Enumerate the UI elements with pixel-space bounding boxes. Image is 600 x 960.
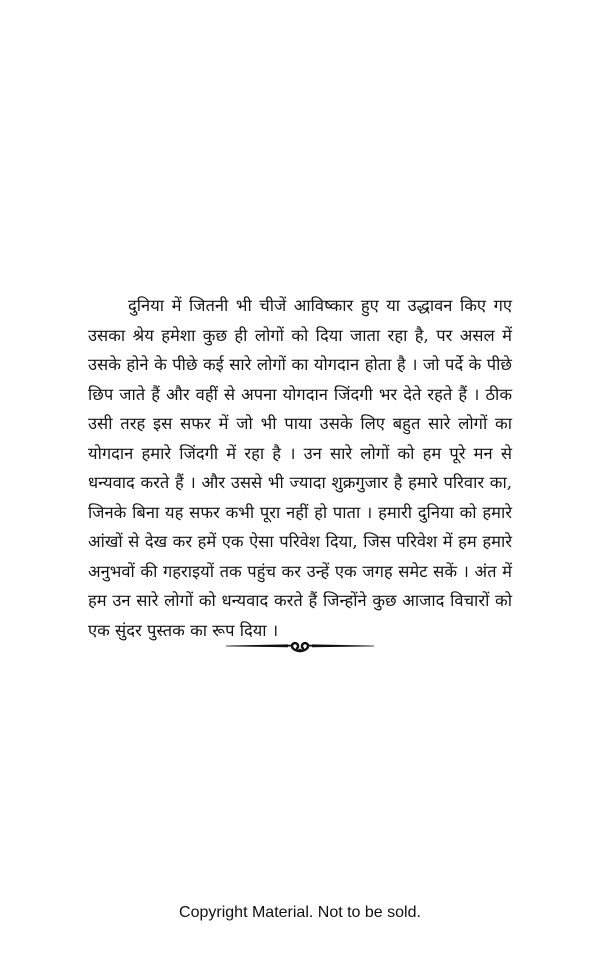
copyright-notice: Copyright Material. Not to be sold. (179, 904, 421, 921)
ornamental-divider-icon (226, 636, 374, 656)
acknowledgement-paragraph: दुनिया में जितनी भी चीजें आविष्कार हुए या उद्धावन किए गए उसका श्रेय हमेशा कुछ ही लोगों को दिया जाता रहा है, पर असल में उसके होने के पीछे कई सारे लोगों का योगदान होता है । जो पर्दे के पीछे छिप जाते हैं और वहीं से अपना योगदान जिंदगी भर देते रहते हैं । ठीक उसी तरह इस सफर में जो भी पाया उसके लिए बहुत सारे लोगों का योगदान हमारे जिंदगी में रहा है । उन सारे लोगों को हम पूरे मन से धन्यवाद करते हैं । और उससे भी ज्यादा शुक्रगुजार है हमारे परिवार का, जिनके बिना यह सफर कभी पूरा नहीं हो पाता । हमारी दुनिया को हमारे आंखों से देख कर हमें एक ऐसा परिवेश दिया, जिस परिवेश में हम हमारे अनुभवों की गहराइयों तक पहुंच कर उन्हें एक जगह समेट सकें । अंत में हम उन सारे लोगों को धन्यवाद करते हैं जिन्होंने कुछ आजाद विचारों को एक सुंदर पुस्तक का रूप दिया । (88, 296, 512, 640)
